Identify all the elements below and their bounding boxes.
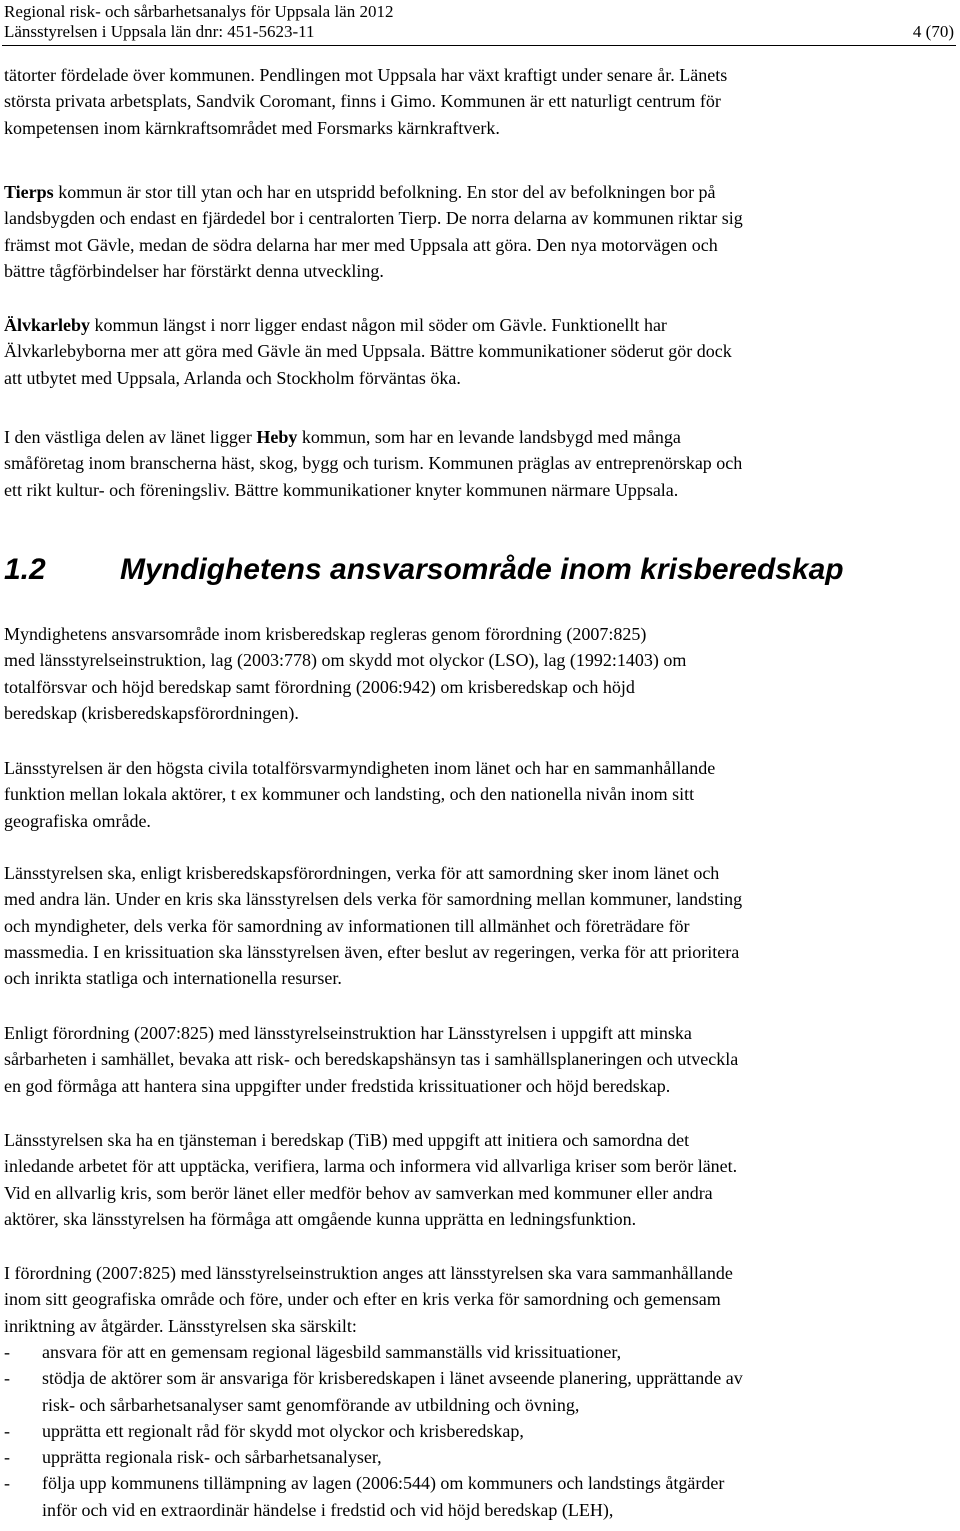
text-line: massmedia. I en krissituation ska länsstyrelsen även, efter beslut av regeringen, verka för att prioritera [4,941,740,962]
header-title: Regional risk- och sårbarhetsanalys för Uppsala län 2012 [4,2,394,21]
list-item [4,1418,952,1444]
page-number: 4 (70) [912,22,954,41]
header-subtitle: Länsstyrelsen i Uppsala län dnr: 451-5623-11 [4,22,315,41]
text-line [4,424,952,450]
list-dash: - [4,1447,10,1468]
text-line: tätorter fördelade över kommunen. Pendlingen mot Uppsala har växt kraftigt under senare år. Länets [4,65,728,85]
section-heading [4,553,952,587]
text-line [4,312,952,338]
text-line: största privata arbetsplats, Sandvik Coromant, finns i Gimo. Kommunen är ett naturligt centrum för [4,91,721,112]
list-item [4,1470,952,1523]
paragraph-alvkarleby [4,312,952,391]
text-run: kommun är stor till ytan och har en utspridd befolkning. En stor del av befolkningen bor på [53,182,716,202]
list-dash: - [4,1420,10,1441]
text-line: ett rikt kultur- och föreningsliv. Bättre kommunikationer knyter kommunen närmare Uppsala. [4,479,679,500]
text-line: Länsstyrelsen ska, enligt krisberedskapsförordningen, verka för att samordning sker inom länet och [4,863,720,883]
paragraph-heby [4,424,952,503]
text-line: inom sitt geografiska område och före, under och efter en kris verka för samordning och gemensam [4,1289,721,1310]
text-line: och myndigheter, dels verka för samordning av informationen till allmänhet och företrädare för [4,915,690,936]
text-line: småföretag inom branscherna häst, skog, bygg och turism. Kommunen präglas av entreprenörskap och [4,453,743,474]
list-dash: - [4,1368,10,1389]
text-line: sårbarheten i samhället, bevaka att risk- och beredskapshänsyn tas i samhällsplaneringen och utveckla [4,1049,739,1070]
text-line: en god förmåga att hantera sina uppgifter under fredstida krissituationer och höjd beredskap. [4,1075,671,1096]
page-header [4,2,954,42]
text-line: inriktning av åtgärder. Länsstyrelsen ska särskilt: [4,1315,357,1336]
paragraph-tib [4,1127,952,1232]
text-line: Länsstyrelsen är den högsta civila totalförsvarmyndigheten inom länet och har en sammanhållande [4,758,716,778]
text-line: bättre tågförbindelser har förstärkt denna utveckling. [4,260,384,281]
text-run: I den västliga delen av länet ligger [4,427,257,447]
paragraph-tierp [4,179,952,284]
header-divider [2,45,956,46]
text-line: Vid en allvarlig kris, som berör länet eller medför behov av samverkan med kommuner eller andra [4,1182,713,1203]
text-line: med andra län. Under en kris ska länsstyrelsen dels verka för samordning mellan kommuner, landsting [4,889,743,910]
paragraph-highest-authority [4,755,952,834]
bold-term-heby: Heby [256,427,298,447]
bold-term-tierps: Tierps [4,182,54,202]
text-line: stödja de aktörer som är ansvariga för krisberedskapen i länet avseende planering, upprättande av [42,1368,743,1389]
text-line: och inrikta statliga och internationella resurser. [4,968,342,989]
text-line: kompetensen inom kärnkraftsområdet med Forsmarks kärnkraftverk. [4,117,500,138]
text-line: inledande arbetet för att upptäcka, verifiera, larma och informera vid allvarliga kriser som berör länet. [4,1156,738,1177]
paragraph-commuting [4,62,952,141]
text-line: beredskap (krisberedskapsförordningen). [4,702,299,723]
paragraph-tasks-intro [4,1260,952,1339]
paragraph-regulation [4,621,952,726]
list-item [4,1444,952,1470]
text-line: med länsstyrelseinstruktion, lag (2003:778) om skydd mot olyckor (LSO), lag (1992:1403) om [4,650,687,671]
text-line: följa upp kommunens tillämpning av lagen (2006:544) om kommuners och landstings åtgärder [42,1473,725,1494]
text-line: att utbytet med Uppsala, Arlanda och Stockholm förväntas öka. [4,367,461,388]
paragraph-coordination [4,860,952,991]
text-line: geografiska område. [4,810,151,831]
section-number: 1.2 [4,553,46,586]
text-line: Enligt förordning (2007:825) med länsstyrelseinstruktion har Länsstyrelsen i uppgift att minska [4,1023,692,1043]
text-line: landsbygden och endast en fjärdedel bor i centralorten Tierp. De norra delarna av kommunen riktar sig [4,208,743,229]
list-item [4,1339,952,1365]
text-line: upprätta regionala risk- och sårbarhetsanalyser, [42,1447,382,1468]
paragraph-vulnerability [4,1020,952,1099]
list-item [4,1365,952,1418]
text-line: inför och vid en extraordinär händelse i fredstid och vid höjd beredskap (LEH), [42,1499,614,1520]
list-dash: - [4,1473,10,1494]
text-run: kommun längst i norr ligger endast någon mil söder om Gävle. Funktionellt har [90,315,667,335]
text-line: Älvkarlebyborna mer att göra med Gävle än med Uppsala. Bättre kommunikationer söderut gör dock [4,341,732,362]
text-line [4,179,952,205]
text-line: upprätta ett regionalt råd för skydd mot olyckor och krisberedskap, [42,1420,524,1441]
section-title: Myndighetens ansvarsområde inom krisberedskap [120,553,844,586]
text-line: totalförsvar och höjd beredskap samt förordning (2006:942) om krisberedskap och höjd [4,676,635,697]
text-line: Länsstyrelsen ska ha en tjänsteman i beredskap (TiB) med uppgift att initiera och samordna det [4,1130,690,1150]
list-dash: - [4,1342,10,1362]
text-run: kommun, som har en levande landsbygd med många [297,427,681,447]
bold-term-alvkarleby: Älvkarleby [4,315,91,335]
task-list [4,1339,952,1523]
text-line: aktörer, ska länsstyrelsen ha förmåga att omgående kunna upprätta en ledningsfunktion. [4,1208,637,1229]
text-line: I förordning (2007:825) med länsstyrelseinstruktion anges att länsstyrelsen ska vara sammanhållande [4,1263,733,1283]
text-line: ansvara för att en gemensam regional lägesbild sammanställs vid krissituationer, [42,1342,622,1362]
text-line: funktion mellan lokala aktörer, t ex kommuner och landsting, och den nationella nivån inom sitt [4,784,695,805]
text-line: Myndighetens ansvarsområde inom krisberedskap regleras genom förordning (2007:825) [4,624,647,644]
text-line: risk- och sårbarhetsanalyser samt genomförande av utbildning och övning, [42,1394,580,1415]
text-line: främst mot Gävle, medan de södra delarna har mer med Uppsala att göra. Den nya motorvägen och [4,234,718,255]
